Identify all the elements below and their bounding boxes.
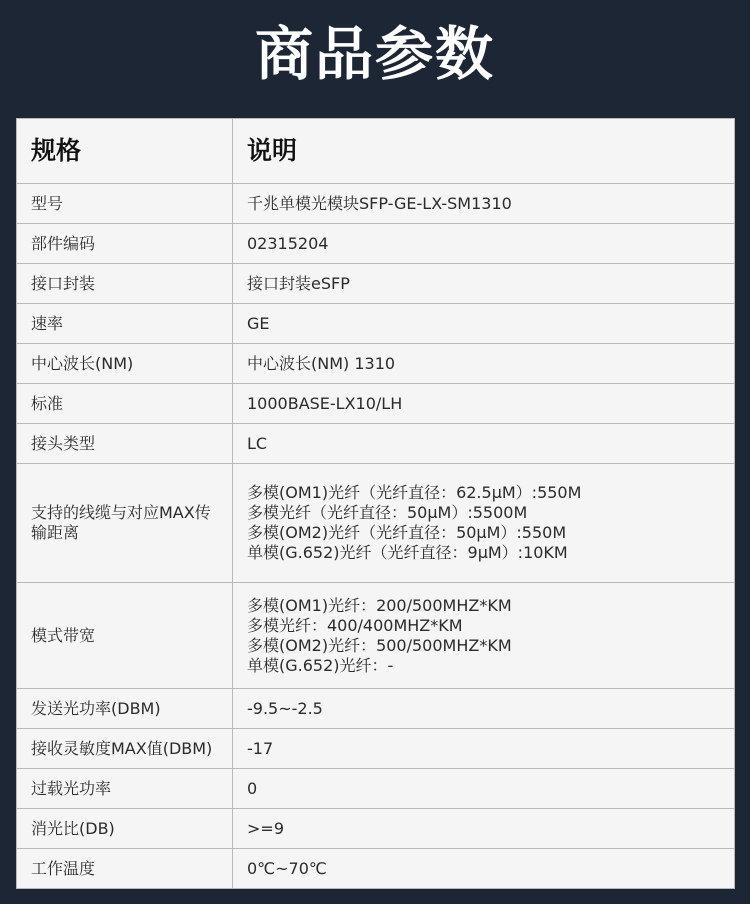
table-row <box>17 809 735 849</box>
spec-name-cell: 支持的线缆与对应MAX传输距离 <box>17 464 233 583</box>
spec-value-line: 1000BASE-LX10/LH <box>247 393 403 413</box>
table-row <box>17 583 735 689</box>
spec-value-cell <box>233 424 735 464</box>
spec-value-cell <box>233 224 735 264</box>
spec-value-cell <box>233 849 735 889</box>
spec-name-cell: 模式带宽 <box>17 583 233 689</box>
spec-name-cell: 接头类型 <box>17 424 233 464</box>
spec-table <box>16 118 735 889</box>
spec-value-line: 0℃~70℃ <box>247 858 327 878</box>
spec-value-line: 中心波长(NM) 1310 <box>247 353 396 373</box>
table-row <box>17 224 735 264</box>
spec-name-cell: 中心波长(NM) <box>17 344 233 384</box>
spec-value-cell <box>233 809 735 849</box>
spec-name-cell: 工作温度 <box>17 849 233 889</box>
table-row <box>17 384 735 424</box>
spec-value-line: 千兆单模光模块SFP-GE-LX-SM1310 <box>247 193 512 213</box>
spec-value-line: LC <box>247 433 268 453</box>
header-spec: 规格 <box>17 119 233 184</box>
spec-value-line: -17 <box>247 738 274 758</box>
spec-name-cell: 型号 <box>17 184 233 224</box>
spec-value-line: GE <box>247 313 270 333</box>
spec-value-line: 单模(G.652)光纤（光纤直径：9μM）:10KM <box>247 543 568 562</box>
spec-name-cell: 发送光功率(DBM) <box>17 689 233 729</box>
spec-value-line: 02315204 <box>247 233 329 253</box>
spec-value-line: 多模光纤（光纤直径：50μM）:5500M <box>247 503 528 522</box>
table-header-row <box>17 119 735 184</box>
spec-value-line: 接口封装eSFP <box>247 273 350 293</box>
table-row <box>17 304 735 344</box>
spec-value-cell <box>233 464 735 583</box>
spec-name-cell: 部件编码 <box>17 224 233 264</box>
table-row <box>17 729 735 769</box>
spec-value-cell <box>233 184 735 224</box>
spec-value-cell <box>233 264 735 304</box>
spec-name-cell: 过载光功率 <box>17 769 233 809</box>
spec-value-line: 多模(OM1)光纤（光纤直径：62.5μM）:550M <box>247 483 582 502</box>
spec-value-cell <box>233 689 735 729</box>
spec-name-cell: 速率 <box>17 304 233 344</box>
table-row <box>17 849 735 889</box>
header-description: 说明 <box>233 119 735 184</box>
table-row <box>17 344 735 384</box>
table-row <box>17 264 735 304</box>
spec-value-line: 多模(OM2)光纤：500/500MHZ*KM <box>247 635 512 655</box>
spec-name-cell: 接口封装 <box>17 264 233 304</box>
spec-name-cell: 标准 <box>17 384 233 424</box>
spec-value-line: >=9 <box>247 818 284 838</box>
spec-name-cell: 消光比(DB) <box>17 809 233 849</box>
table-row <box>17 769 735 809</box>
spec-value-line: 多模(OM1)光纤：200/500MHZ*KM <box>247 595 512 615</box>
page-title: 商品参数 <box>254 20 495 88</box>
spec-value-line: 多模光纤：400/400MHZ*KM <box>247 615 463 635</box>
spec-value-line: 0 <box>247 778 258 798</box>
spec-value-line: -9.5~-2.5 <box>247 698 323 718</box>
spec-value-cell <box>233 583 735 689</box>
table-row <box>17 464 735 583</box>
table-row <box>17 424 735 464</box>
table-row <box>17 184 735 224</box>
spec-value-line: 多模(OM2)光纤（光纤直径：50μM）:550M <box>247 523 567 542</box>
table-row <box>17 689 735 729</box>
spec-value-cell <box>233 729 735 769</box>
spec-value-line: 单模(G.652)光纤：- <box>247 655 394 675</box>
spec-value-cell <box>233 769 735 809</box>
spec-name-cell: 接收灵敏度MAX值(DBM) <box>17 729 233 769</box>
spec-value-cell <box>233 344 735 384</box>
spec-value-cell <box>233 384 735 424</box>
spec-value-cell <box>233 304 735 344</box>
table-body <box>17 184 735 889</box>
